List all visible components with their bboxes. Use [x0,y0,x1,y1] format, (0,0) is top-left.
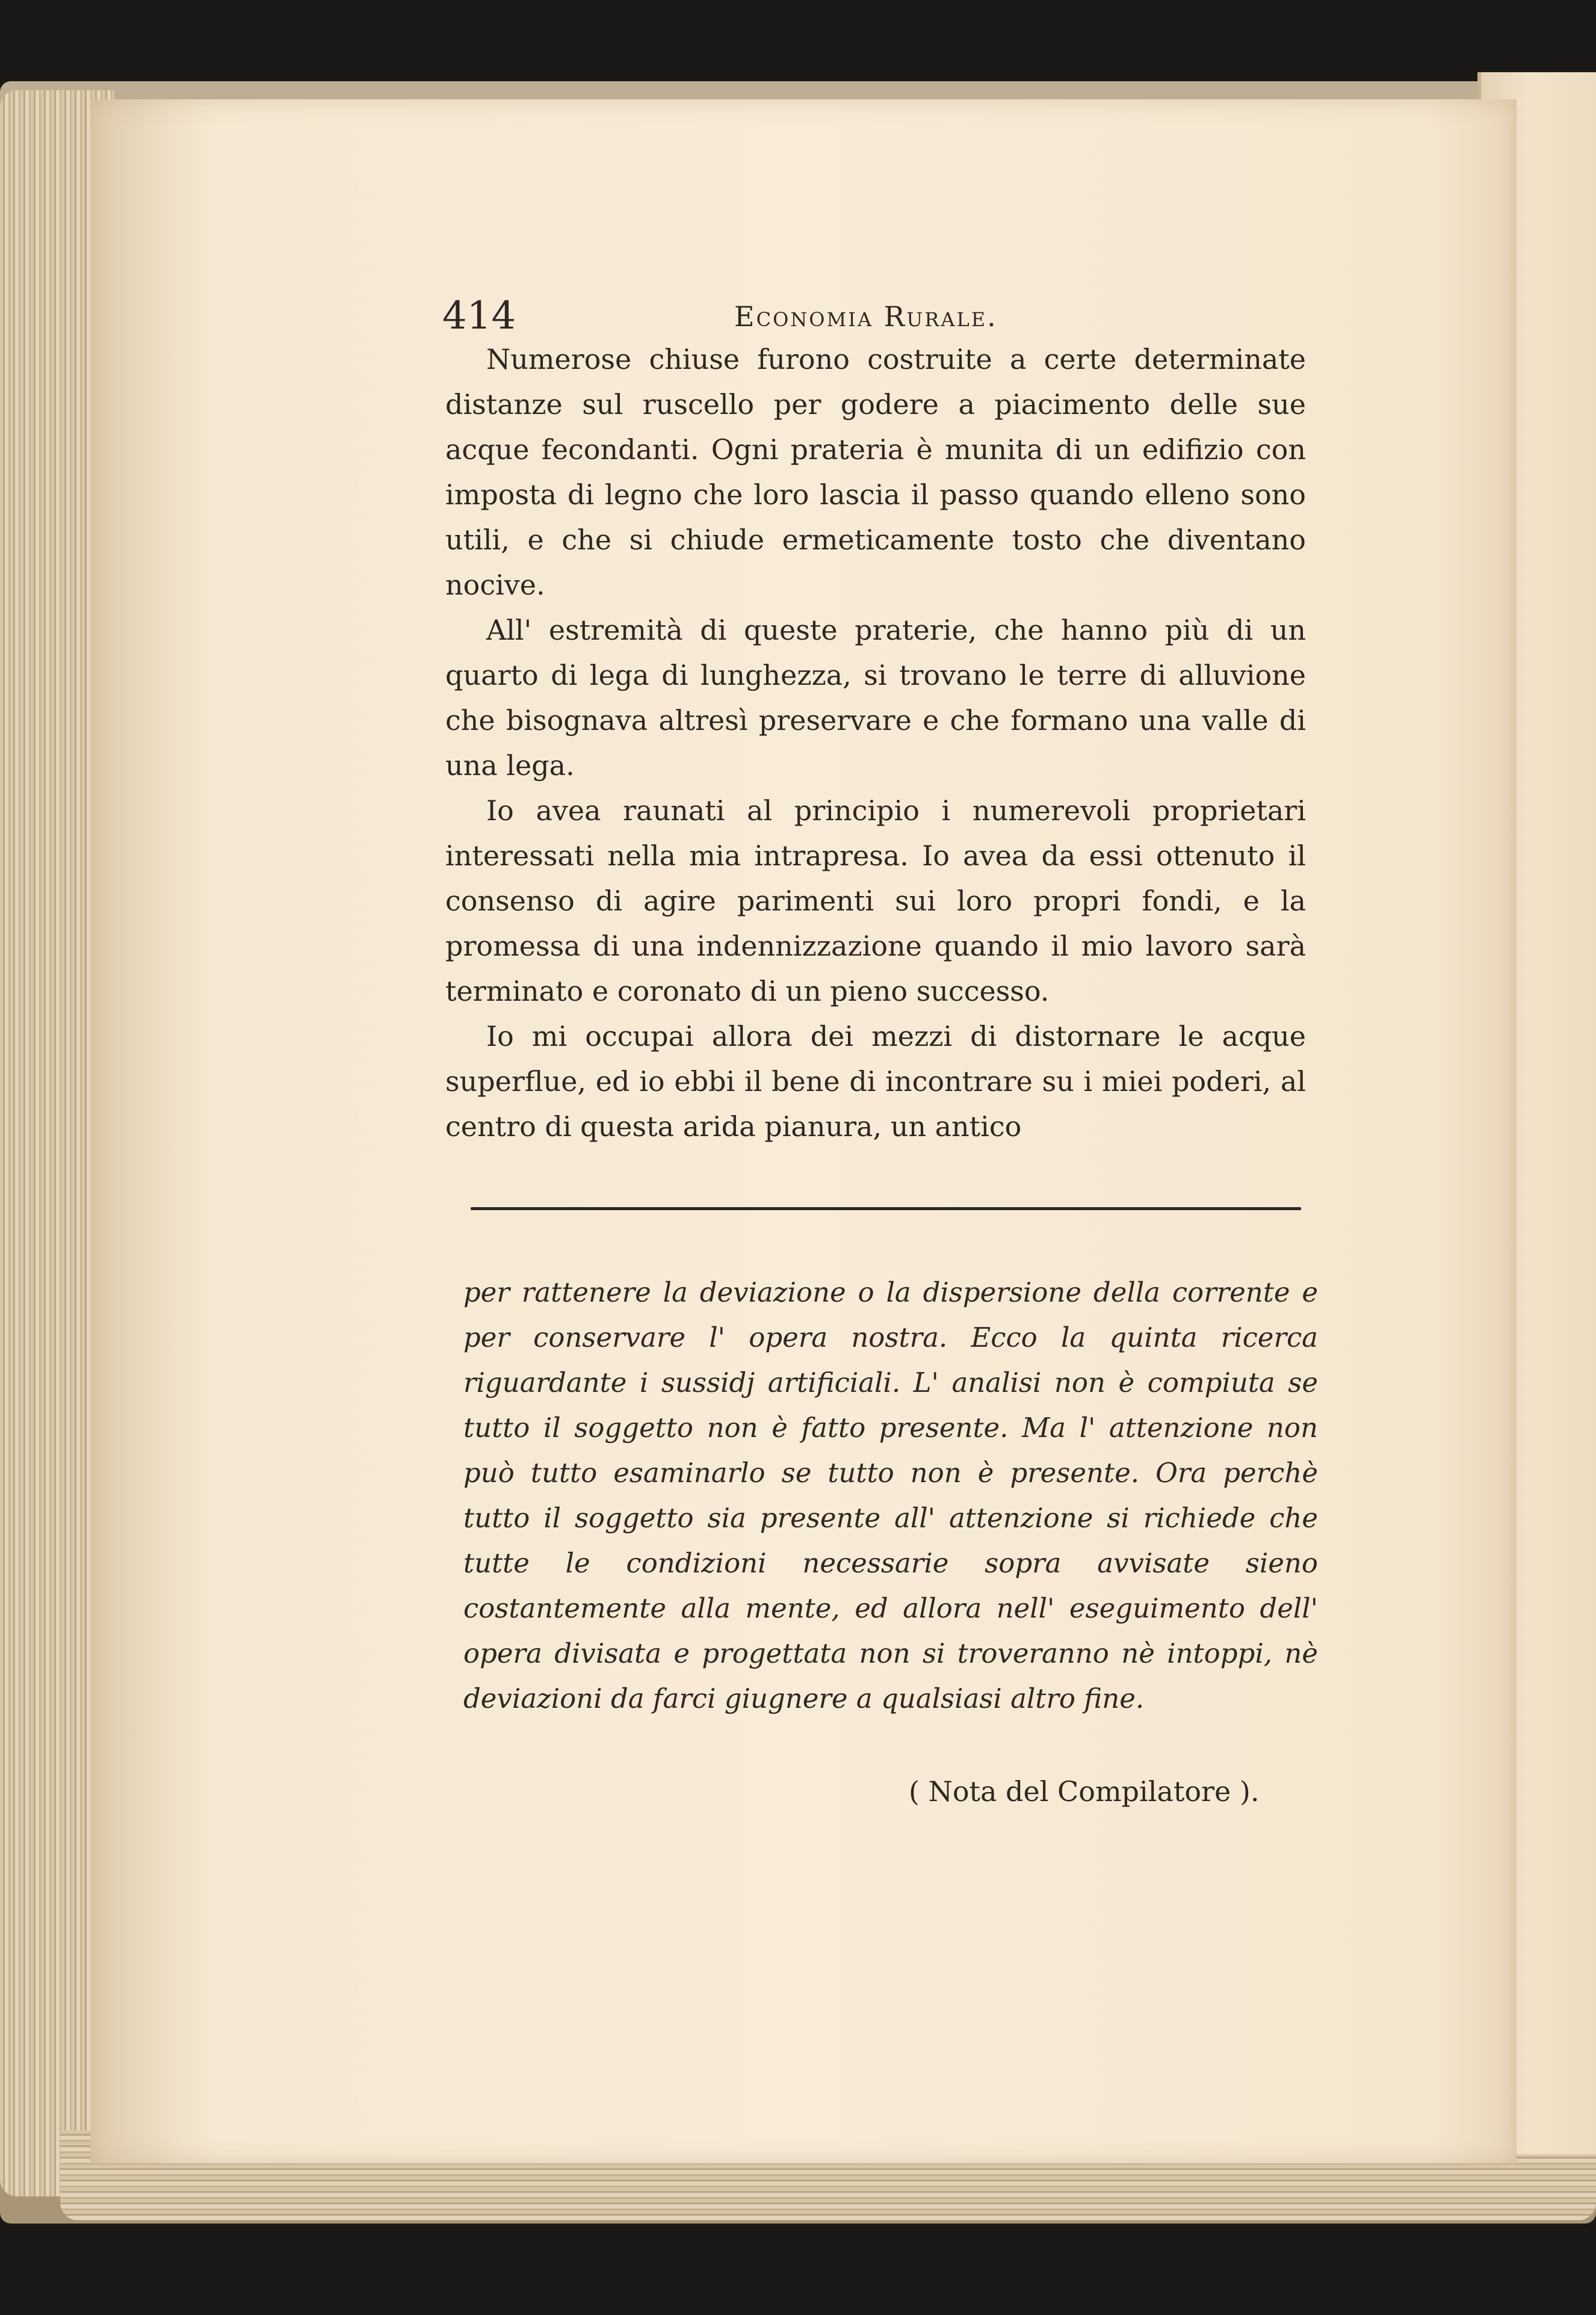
page-number: 414 [442,294,516,338]
running-title: Economia Rurale. [734,300,998,333]
main-text [445,337,1306,1149]
paragraph: Io avea raunati al principio i numerevoli proprietari interessati nella mia intrapresa. Io avea da essi ottenuto il consenso di agire parimenti sui loro propri fondi, e la promessa di una indennizzazione quando il mio lavoro sarà terminato e coronato di un pieno successo. [445,794,1306,1007]
page-gutter-shadow [90,99,220,2163]
footnote-divider [471,1207,1301,1210]
paragraph: All' estremità di queste praterie, che hanno più di un quarto di lega di lunghezza, si trovano le terre di alluvione che bisognava altresì preservare e che formano una valle di una lega. [445,614,1306,782]
paragraph: Numerose chiuse furono costruite a certe determinate distanze sul ruscello per godere a piacimento delle sue acque fecondanti. Ogni prateria è munita di un edifizio con imposta di legno che loro lascia il passo quando elleno sono utili, e che si chiude ermeticamente tosto che diventano nocive. [445,343,1306,601]
footnote [463,1270,1318,1721]
running-head [442,292,1309,340]
footnote-signature: ( Nota del Compilatore ). [909,1775,1260,1808]
paragraph: Io mi occupai allora dei mezzi di distornare le acque superflue, ed io ebbi il bene di incontrare su i miei poderi, al centro di questa arida pianura, un antico [445,1020,1306,1143]
footnote-text: per rattenere la deviazione o la dispersione della corrente e per conservare l' opera nostra. Ecco la quinta ricerca riguardante i sussidj artificiali. L' analisi non è compiuta se tutto il soggetto non è fatto presente. Ma l' attenzione non può tutto esaminarlo se tutto non è presente. Ora perchè tutto il soggetto sia presente all' attenzione si richiede che tutte le condizioni necessarie sopra avvisate sieno costantemente alla mente, ed allora nell' eseguimento dell' opera divisata e progettata non si troveranno nè intoppi, nè deviazioni da farci giugnere a qualsiasi altro fine. [463,1276,1318,1714]
